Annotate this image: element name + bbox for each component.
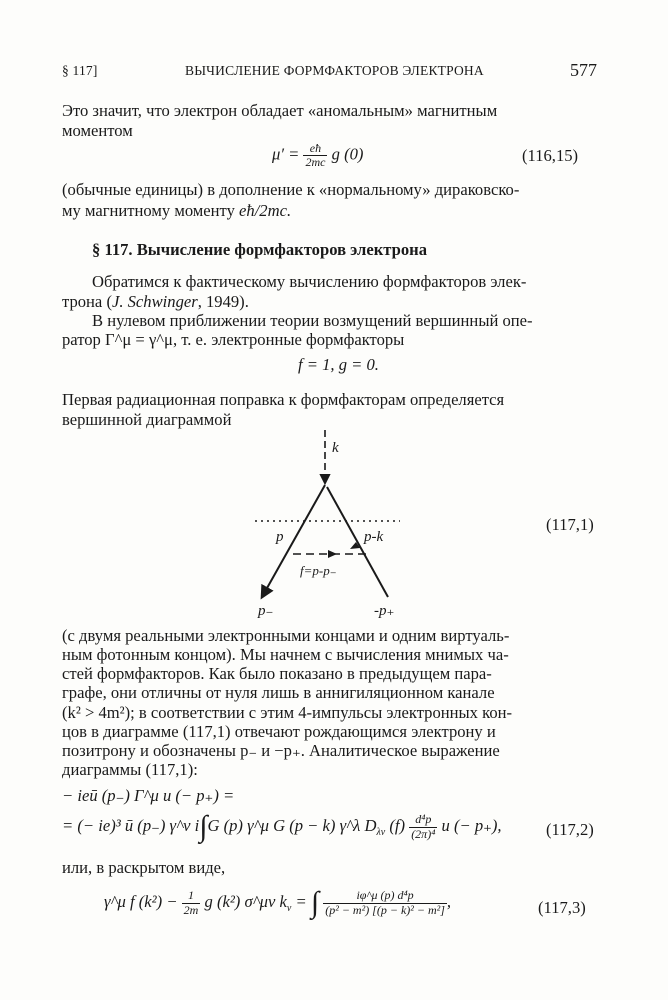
vertex-diagram [240, 425, 440, 620]
integral-sign: ∫ [310, 886, 320, 919]
label-k: k [332, 440, 339, 456]
eq-numerator: eħ [303, 142, 327, 156]
eq-numerator: 1 [182, 889, 201, 903]
text-line: Это значит, что электрон обладает «аномальным» магнитным [62, 101, 498, 120]
arrow-head [328, 550, 337, 558]
text-line: В нулевом приближении теории возмущений вершинный опе- [92, 311, 533, 330]
equation-number: (117,2) [546, 820, 594, 839]
eq-part: = [291, 891, 307, 911]
eq-lhs: μ′ = [272, 144, 300, 164]
label-p-minus-k: p-k [364, 529, 384, 545]
eq-fraction [409, 813, 437, 840]
label-p: p [276, 529, 284, 545]
text-line: цов в диаграмме (117,1) отвечают рождающимся электрону и [62, 722, 496, 741]
math-fragment: eħ/2mc. [239, 201, 292, 220]
text-line: ратор Γ^μ = γ^μ, т. е. электронные формфакторы [62, 330, 405, 349]
eq-denominator: 2mc [305, 155, 326, 170]
equation-117-3 [104, 888, 451, 918]
text-line: (k² > 4m²); в соответствии с этим 4-импульсы электронных кон- [62, 703, 513, 722]
eq-denominator: (2π)⁴ [411, 826, 436, 841]
text-line: (обычные единицы) в дополнение к «нормальному» дираковско- [62, 180, 520, 199]
eq-numerator: iφ^μ (p) d⁴p [323, 889, 447, 903]
text-line: диаграммы (117,1): [62, 760, 198, 779]
eq-fraction [303, 142, 327, 169]
text-line: Обратимся к фактическому вычислению формфакторов элек- [92, 272, 527, 291]
equation-fg: f = 1, g = 0. [298, 355, 379, 374]
equation-number: (117,1) [546, 515, 594, 534]
eq-part: = (− ie)³ ū (p₋) γ^ν i [62, 815, 200, 835]
eq-subscript: ν [286, 903, 292, 915]
citation-author: J. Schwinger [111, 292, 198, 311]
running-title: ВЫЧИСЛЕНИЕ ФОРМФАКТОРОВ ЭЛЕКТРОНА [185, 63, 484, 78]
text-line: вершинной диаграммой [62, 410, 232, 429]
integral-sign: ∫ [199, 810, 208, 843]
label-p-minus: p₋ [258, 603, 274, 619]
eq-subscript: λν [376, 827, 386, 839]
eq-rhs: g (0) [331, 144, 364, 164]
section-title: § 117. Вычисление формфакторов электрона [92, 240, 428, 259]
text-fragment: му магнитному моменту [62, 201, 240, 220]
header-section-mark: § 117] [62, 63, 98, 78]
eq-fraction [182, 889, 201, 916]
text-line: Первая радиационная поправка к формфакторам определяется [62, 390, 505, 409]
label-p-plus: -p₊ [374, 603, 395, 619]
equation-116-15 [272, 142, 363, 169]
text-line: или, в раскрытом виде, [62, 858, 226, 877]
eq-part: G (p) γ^μ G (p − k) γ^λ D [207, 815, 377, 835]
equation-number: (117,3) [538, 898, 586, 917]
text-line: стей формфакторов. Как было показано в предыдущем пара- [62, 664, 492, 683]
text-line [62, 201, 291, 221]
text-line: моментом [62, 121, 133, 140]
equation-number: (116,15) [522, 146, 579, 165]
text-line [62, 292, 249, 312]
label-f: f=p-p₋ [300, 563, 337, 578]
text-line: графе, они отличны от нуля лишь в аннигиляционном канале [62, 683, 495, 702]
eq-part: u (− p₊), [441, 815, 502, 835]
text-fragment: трона ( [62, 292, 112, 311]
eq-denominator: 2m [183, 902, 199, 917]
eq-part: (f) [385, 815, 406, 835]
eq-part: γ^μ f (k²) − [104, 891, 178, 911]
equation-117-2-line1: − ieū (p₋) Γ^μ u (− p₊) = [62, 786, 235, 805]
equation-117-2-line2 [62, 812, 502, 842]
text-fragment: , 1949). [197, 292, 249, 311]
eq-fraction [323, 889, 447, 916]
text-line: ным фотонным концом). Мы начнем с вычисления мнимых ча- [62, 645, 509, 664]
page-number: 577 [570, 60, 597, 80]
eq-numerator: d⁴p [409, 813, 437, 827]
eq-part: , [446, 891, 452, 911]
text-line: (с двумя реальными электронными концами и одним виртуаль- [62, 626, 510, 645]
text-line: позитрону и обозначены p₋ и −p₊. Аналитическое выражение [62, 741, 500, 760]
eq-part: g (k²) σ^μν k [204, 891, 287, 911]
eq-denominator: (p² − m²) [(p − k)² − m²] [325, 902, 445, 917]
electron-line-left [262, 485, 325, 597]
